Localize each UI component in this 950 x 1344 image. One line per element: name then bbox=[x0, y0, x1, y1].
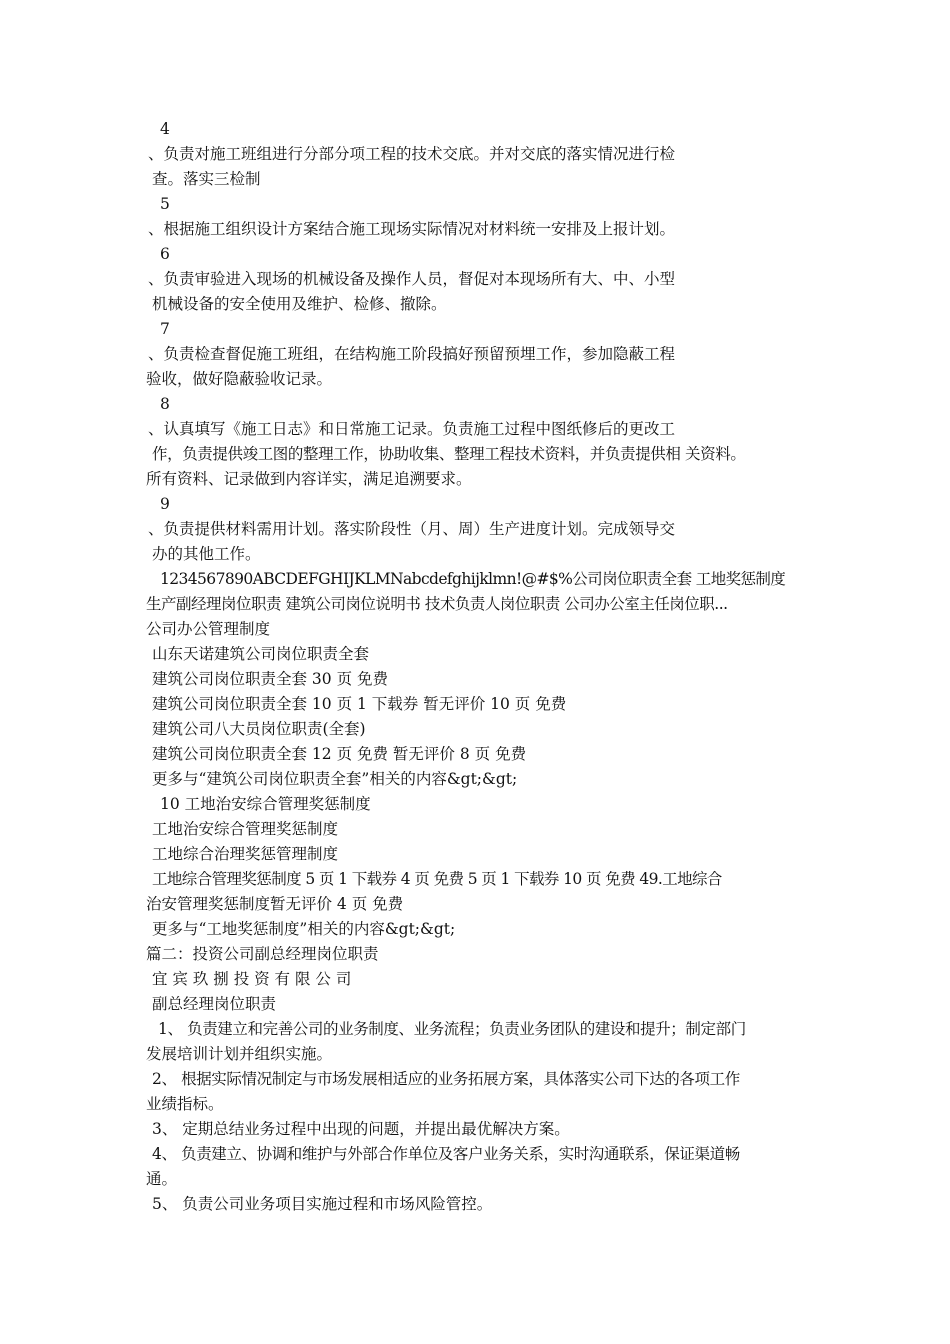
text-line: 建筑公司岗位职责全套 30 页 免费 bbox=[152, 670, 389, 688]
text-line: 、负责审验进入现场的机械设备及操作人员，督促对本现场所有大、中、小型 bbox=[148, 270, 676, 288]
text-line: 公司办公管理制度 bbox=[146, 620, 271, 638]
text-line: 所有资料、记录做到内容详实，满足追溯要求。 bbox=[146, 470, 472, 488]
text-line: 生产副经理岗位职责 建筑公司岗位说明书 技术负责人岗位职责 公司办公室主任岗位职... bbox=[146, 595, 728, 613]
text-line: 篇二：投资公司副总经理岗位职责 bbox=[146, 945, 379, 963]
text-line: 通。 bbox=[146, 1170, 178, 1188]
text-line: 、负责检查督促施工班组，在结构施工阶段搞好预留预埋工作，参加隐蔽工程 bbox=[148, 345, 676, 363]
text-line: 5 bbox=[160, 195, 170, 213]
text-line: 山东天诺建筑公司岗位职责全套 bbox=[152, 645, 370, 663]
text-line: 、认真填写《施工日志》和日常施工记录。负责施工过程中图纸修后的更改工 bbox=[148, 420, 676, 438]
text-line: 、负责提供材料需用计划。落实阶段性（月、周）生产进度计划。完成领导交 bbox=[148, 520, 676, 538]
text-line: 副总经理岗位职责 bbox=[152, 995, 277, 1013]
text-line: 10 工地治安综合管理奖惩制度 bbox=[160, 795, 371, 813]
text-line: 工地综合治理奖惩管理制度 bbox=[152, 845, 339, 863]
text-line: 、根据施工组织设计方案结合施工现场实际情况对材料统一安排及上报计划。 bbox=[148, 220, 676, 238]
text-line: 1234567890ABCDEFGHIJKLMNabcdefghijklmn!@#$%公司岗位职责全套 工地奖惩制度 bbox=[160, 570, 786, 588]
text-line: 8 bbox=[160, 395, 170, 413]
text-line: 9 bbox=[160, 495, 170, 513]
text-line: 作，负责提供竣工图的整理工作，协助收集、整理工程技术资料，并负责提供相 关资料。 bbox=[152, 445, 746, 463]
text-line: 办的其他工作。 bbox=[152, 545, 261, 563]
text-line: 2、 根据实际情况制定与市场发展相适应的业务拓展方案，具体落实公司下达的各项工作 bbox=[152, 1070, 740, 1088]
text-line: 更多与“建筑公司岗位职责全套”相关的内容&gt;&gt; bbox=[152, 770, 518, 788]
text-line: 4 bbox=[160, 120, 170, 138]
text-line: 发展培训计划并组织实施。 bbox=[146, 1045, 333, 1063]
text-line: 验收，做好隐蔽验收记录。 bbox=[146, 370, 333, 388]
text-line: 治安管理奖惩制度暂无评价 4 页 免费 bbox=[146, 895, 404, 913]
text-line: 工地治安综合管理奖惩制度 bbox=[152, 820, 339, 838]
text-line: 查。落实三检制 bbox=[152, 170, 261, 188]
text-line: 7 bbox=[160, 320, 170, 338]
text-line: 建筑公司岗位职责全套 10 页 1 下载券 暂无评价 10 页 免费 bbox=[152, 695, 567, 713]
text-line: 1、 负责建立和完善公司的业务制度、业务流程；负责业务团队的建设和提升；制定部门 bbox=[158, 1020, 746, 1038]
text-line: 建筑公司八大员岗位职责(全套) bbox=[152, 720, 366, 738]
text-line: 4、 负责建立、协调和维护与外部合作单位及客户业务关系，实时沟通联系，保证渠道畅 bbox=[152, 1145, 740, 1163]
text-line: 工地综合管理奖惩制度 5 页 1 下载券 4 页 免费 5 页 1 下载券 10 页 免费 49.工地综合 bbox=[152, 870, 722, 888]
text-line: 3、 定期总结业务过程中出现的问题，并提出最优解决方案。 bbox=[152, 1120, 570, 1138]
text-line: 宜 宾 玖 捌 投 资 有 限 公 司 bbox=[152, 970, 352, 988]
text-line: 、负责对施工班组进行分部分项工程的技术交底。并对交底的落实情况进行检 bbox=[148, 145, 676, 163]
text-line: 业绩指标。 bbox=[146, 1095, 224, 1113]
text-line: 6 bbox=[160, 245, 170, 263]
text-line: 5、 负责公司业务项目实施过程和市场风险管控。 bbox=[152, 1195, 493, 1213]
text-line: 机械设备的安全使用及维护、检修、撤除。 bbox=[152, 295, 447, 313]
text-line: 更多与“工地奖惩制度”相关的内容&gt;&gt; bbox=[152, 920, 456, 938]
text-line: 建筑公司岗位职责全套 12 页 免费 暂无评价 8 页 免费 bbox=[152, 745, 527, 763]
